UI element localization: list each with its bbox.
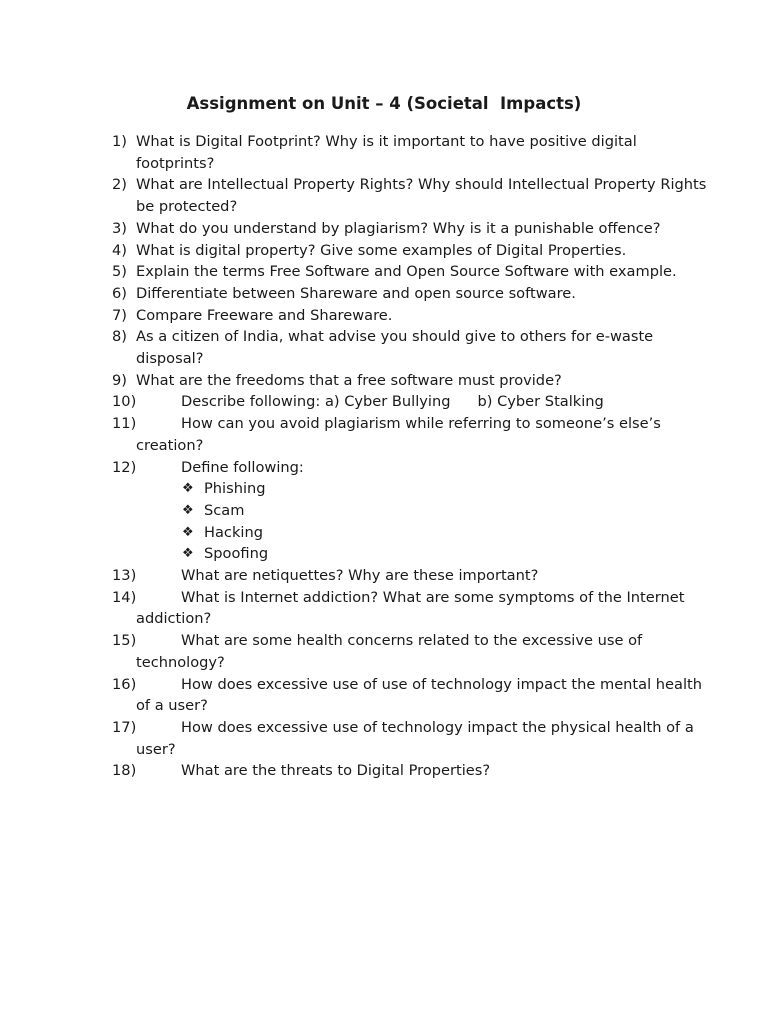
question-text: How does excessive use of use of technology impact the mental health of a user? [136,675,702,715]
question-number: 18) [112,762,137,780]
sub-item [182,500,712,522]
question-text: What is Digital Footprint? Why is it important to have positive digital footprints? [136,133,637,172]
question-number: 4) [112,241,127,259]
question-4 [112,240,712,262]
question-text: What are the threats to Digital Properties? [181,762,491,780]
sub-item-list [136,478,712,565]
question-3 [112,218,712,240]
question-text: What is digital property? Give some examples of Digital Properties. [136,241,627,259]
question-number: 15) [112,632,137,650]
question-text: As a citizen of India, what advise you should give to others for e-waste disposal? [136,328,654,368]
question-text: What is Internet addiction? What are some symptoms of the Internet addiction? [136,588,685,628]
question-number: 1) [112,133,127,150]
question-text: Compare Freeware and Shareware. [136,306,393,324]
sub-item [182,478,712,500]
question-text: What are Intellectual Property Rights? Why should Intellectual Property Rights be protected? [136,176,707,216]
question-text-part-a: Describe following: a) Cyber Bullying [181,393,451,411]
question-text [136,391,712,413]
question-number: 8) [112,328,127,346]
question-number: 13) [112,567,137,585]
question-text: What are netiquettes? Why are these important? [181,567,539,585]
question-number: 16) [112,675,137,693]
question-text: Differentiate between Shareware and open source software. [136,284,576,302]
question-16 [112,674,712,717]
question-6 [112,283,712,305]
sub-item [182,522,712,544]
diamond-bullet-icon: ❖ [182,502,194,518]
question-8 [112,326,712,369]
question-15 [112,630,712,673]
question-12 [112,457,712,566]
diamond-bullet-icon: ❖ [182,524,194,540]
question-9 [112,370,712,392]
question-18 [112,760,712,782]
sub-item-text: Hacking [204,523,263,541]
question-number: 17) [112,718,137,736]
diamond-bullet-icon: ❖ [182,481,194,497]
diamond-bullet-icon: ❖ [182,546,194,562]
question-text: Explain the terms Free Software and Open Source Software with example. [136,263,677,281]
question-7 [112,305,712,327]
question-17 [112,717,712,760]
question-text: What are the freedoms that a free software must provide? [136,371,562,389]
sub-item-text: Scam [204,501,245,519]
question-number: 12) [112,458,137,476]
question-list [112,131,712,782]
question-text: What are some health concerns related to the excessive use of technology? [136,632,643,671]
question-number: 9) [112,371,127,389]
question-number: 5) [112,263,127,281]
question-11 [112,413,712,456]
question-text-part-b: b) Cyber Stalking [477,393,604,411]
question-text: How can you avoid plagiarism while referring to someone’s else’s creation? [136,415,661,454]
question-1 [112,131,712,174]
question-text: What do you understand by plagiarism? Why is it a punishable offence? [136,219,661,237]
question-number: 6) [112,284,127,302]
question-number: 14) [112,588,137,606]
page-title: Assignment on Unit – 4 (Societal Impacts) [186,94,582,113]
question-10 [112,391,712,413]
sub-item [182,543,712,565]
question-text: How does excessive use of technology impact the physical health of a user? [136,718,694,758]
question-text: Define following: [181,458,304,476]
question-number: 7) [112,306,127,324]
question-2 [112,174,712,217]
question-number: 10) [112,393,137,411]
question-number: 2) [112,176,127,194]
question-number: 11) [112,415,137,433]
question-13 [112,565,712,587]
sub-item-text: Phishing [204,480,266,498]
question-14 [112,587,712,630]
question-number: 3) [112,219,127,237]
sub-item-text: Spoofing [204,545,269,563]
question-5 [112,261,712,283]
